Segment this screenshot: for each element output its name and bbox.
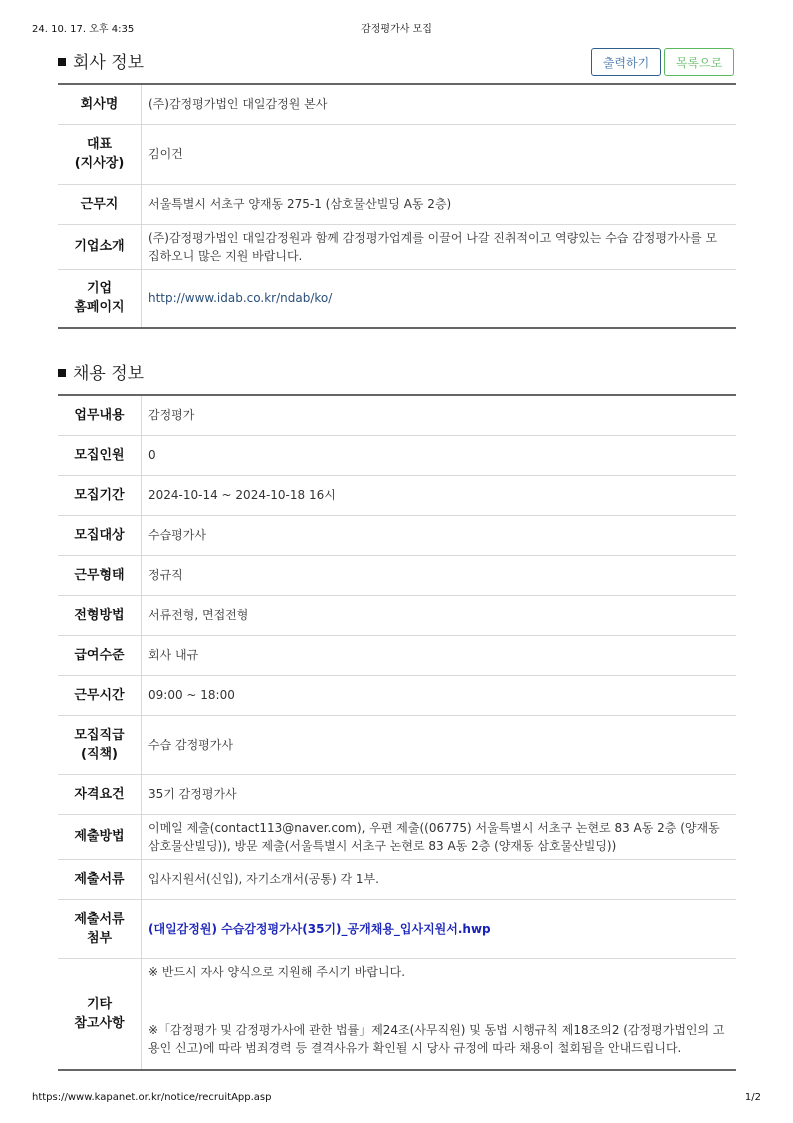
recruit-row-employment-type [58, 555, 736, 595]
attachment-download-link[interactable]: (대일감정원) 수습감정평가사(35기)_공개채용_입사지원서.hwp [148, 921, 491, 936]
hours-value: 09:00 ~ 18:00 [142, 675, 737, 715]
row-label: 제출서류 [58, 859, 142, 899]
recruit-row-position [58, 715, 736, 774]
position-value: 수습 감정평가사 [142, 715, 737, 774]
notes-line-1: ※ 반드시 자사 양식으로 지원해 주시기 바랍니다. [148, 964, 406, 979]
list-button[interactable]: 목록으로 [664, 48, 734, 76]
recruit-row-hours [58, 675, 736, 715]
print-datetime: 24. 10. 17. 오후 4:35 [32, 24, 135, 35]
company-location-value: 서울특별시 서초구 양재동 275-1 (삼호물산빌딩 A동 2층) [142, 184, 737, 224]
submission-value: 이메일 제출(contact113@naver.com), 우편 제출((06775) 서울특별시 서초구 논현로 83 A동 2층 (양재동 삼호물산빌딩)), 방문 제출(서울특별시 서초구 논현로 83 A동 2층 (양재동 삼호물산빌딩)) [142, 814, 737, 859]
company-row-homepage [58, 269, 736, 328]
recruit-row-documents [58, 859, 736, 899]
company-intro-value: (주)감정평가법인 대일감정원과 함께 감정평가업계를 이끌어 나갈 진취적이고 역량있는 수습 감정평가사를 모집하오니 많은 지원 바랍니다. [142, 224, 737, 269]
print-page-title: 감정평가사 모집 [361, 24, 432, 35]
print-url: https://www.kapanet.or.kr/notice/recruitApp.asp [32, 1092, 272, 1103]
recruit-row-target [58, 515, 736, 555]
company-homepage-cell [142, 269, 737, 328]
row-label-text: 기타 참고사항 [74, 996, 125, 1031]
notes-line-2: ※「감정평가 및 감정평가사에 관한 법률」제24조(사무직원) 및 동법 시행규칙 제18조의2 (감정평가법인의 고용인 신고)에 따라 범죄경력 등 결격사유가 확인될 시 당사 규정에 따라 채용이 철회됨을 안내드립니다. [148, 1022, 725, 1055]
recruit-info-table [58, 394, 736, 1071]
company-ceo-value: 김이건 [142, 124, 737, 184]
row-label: 전형방법 [58, 595, 142, 635]
salary-value: 회사 내규 [142, 635, 737, 675]
company-row-location [58, 184, 736, 224]
row-label: 회사명 [58, 84, 142, 124]
period-value: 2024-10-14 ~ 2024-10-18 16시 [142, 475, 737, 515]
row-label: 근무시간 [58, 675, 142, 715]
row-label: 모집기간 [58, 475, 142, 515]
row-label-text: 제출서류 첨부 [74, 911, 125, 946]
recruit-row-screening [58, 595, 736, 635]
recruit-row-headcount [58, 435, 736, 475]
row-label-text: 기업 홈페이지 [74, 281, 125, 316]
company-row-name [58, 84, 736, 124]
square-bullet-icon [58, 369, 66, 377]
row-label: 업무내용 [58, 395, 142, 435]
row-label: 자격요건 [58, 774, 142, 814]
company-row-ceo [58, 124, 736, 184]
recruit-row-duty [58, 395, 736, 435]
recruit-row-attachment [58, 899, 736, 958]
row-label-text: 모집직급 (직책) [74, 727, 125, 762]
company-info-table [58, 83, 736, 329]
recruit-row-qualification [58, 774, 736, 814]
employment-type-value: 정규직 [142, 555, 737, 595]
headcount-value: 0 [142, 435, 737, 475]
square-bullet-icon [58, 58, 66, 66]
row-label [58, 899, 142, 958]
row-label [58, 124, 142, 184]
print-page-number: 1/2 [744, 1092, 761, 1103]
recruit-row-salary [58, 635, 736, 675]
row-label [58, 958, 142, 1070]
row-label [58, 269, 142, 328]
notes-cell [142, 958, 737, 1070]
duty-value: 감정평가 [142, 395, 737, 435]
recruit-row-notes [58, 958, 736, 1070]
company-name-value: (주)감정평가법인 대일감정원 본사 [142, 84, 737, 124]
print-footer [32, 1092, 761, 1106]
company-section-title [58, 48, 144, 73]
documents-value: 입사지원서(신입), 자기소개서(공통) 각 1부. [142, 859, 737, 899]
recruit-section-title-text: 채용 정보 [73, 364, 145, 384]
row-label: 근무형태 [58, 555, 142, 595]
company-section-title-text: 회사 정보 [73, 53, 145, 73]
print-button[interactable]: 출력하기 [591, 48, 661, 76]
row-label [58, 715, 142, 774]
print-header [32, 20, 761, 36]
attachment-cell [142, 899, 737, 958]
row-label: 근무지 [58, 184, 142, 224]
recruit-row-period [58, 475, 736, 515]
recruit-row-submission [58, 814, 736, 859]
row-label-text: 대표 (지사장) [74, 137, 125, 171]
target-value: 수습평가사 [142, 515, 737, 555]
qualification-value: 35기 감정평가사 [142, 774, 737, 814]
company-row-intro [58, 224, 736, 269]
row-label: 모집인원 [58, 435, 142, 475]
row-label: 기업소개 [58, 224, 142, 269]
row-label: 급여수준 [58, 635, 142, 675]
company-homepage-link[interactable]: http://www.idab.co.kr/ndab/ko/ [148, 291, 333, 306]
row-label: 모집대상 [58, 515, 142, 555]
recruit-section-title [58, 359, 144, 384]
screening-value: 서류전형, 면접전형 [142, 595, 737, 635]
row-label: 제출방법 [58, 814, 142, 859]
